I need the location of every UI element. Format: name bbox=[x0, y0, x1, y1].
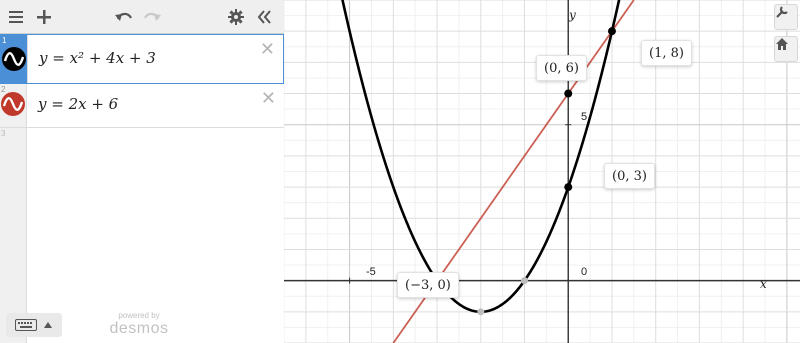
graph-toggle-icon[interactable] bbox=[1, 92, 25, 116]
expression-toolbar bbox=[0, 0, 284, 34]
data-point bbox=[564, 90, 572, 98]
expression-number: 2 bbox=[1, 85, 6, 94]
expression-panel bbox=[0, 0, 284, 343]
x-axis-label: x bbox=[760, 277, 767, 291]
point-label[interactable]: (1, 8) bbox=[641, 40, 692, 66]
expression-text[interactable]: y = 2x + 6 bbox=[38, 95, 119, 113]
keyboard-toggle-button[interactable] bbox=[6, 313, 62, 337]
home-icon[interactable] bbox=[774, 36, 798, 62]
point-label[interactable]: (0, 6) bbox=[536, 55, 587, 81]
gear-icon[interactable] bbox=[224, 5, 248, 29]
delete-expression-icon[interactable]: ✕ bbox=[260, 88, 276, 108]
graph-toggle-icon[interactable] bbox=[2, 47, 26, 71]
redo-icon[interactable] bbox=[140, 5, 164, 29]
expression-number: 3 bbox=[1, 129, 6, 138]
graph-paper[interactable] bbox=[284, 0, 800, 343]
delete-expression-icon[interactable]: ✕ bbox=[259, 39, 275, 59]
gray-point bbox=[521, 277, 528, 284]
desmos-logo: desmos bbox=[109, 320, 169, 337]
hamburger-icon[interactable] bbox=[4, 5, 28, 29]
y-axis-label: y bbox=[569, 8, 576, 22]
expression-row-2[interactable] bbox=[0, 84, 284, 128]
y-tick-label-5: 5 bbox=[581, 111, 588, 123]
undo-icon[interactable] bbox=[112, 5, 136, 29]
expression-text[interactable]: y = x² + 4x + 3 bbox=[39, 49, 156, 67]
wrench-icon[interactable] bbox=[774, 4, 798, 30]
powered-by-text: powered by bbox=[118, 311, 160, 320]
graph-canvas[interactable] bbox=[284, 0, 800, 343]
x-tick-label-neg5: -5 bbox=[366, 266, 376, 278]
point-label[interactable]: (−3, 0) bbox=[397, 272, 459, 298]
powered-by-desmos[interactable] bbox=[104, 311, 174, 338]
data-point bbox=[608, 27, 616, 35]
gray-point bbox=[477, 308, 484, 315]
expression-gutter bbox=[0, 84, 27, 127]
expression-row-1[interactable] bbox=[0, 34, 284, 84]
caret-up-icon bbox=[43, 321, 53, 329]
expression-number: 1 bbox=[2, 36, 7, 45]
double-chevron-left-icon[interactable] bbox=[252, 5, 276, 29]
keyboard-icon bbox=[15, 319, 37, 331]
expression-gutter bbox=[0, 128, 27, 343]
origin-label: 0 bbox=[581, 266, 588, 278]
expression-gutter bbox=[1, 35, 28, 83]
data-point bbox=[564, 183, 572, 191]
plus-icon[interactable] bbox=[32, 5, 56, 29]
point-label[interactable]: (0, 3) bbox=[604, 163, 655, 189]
